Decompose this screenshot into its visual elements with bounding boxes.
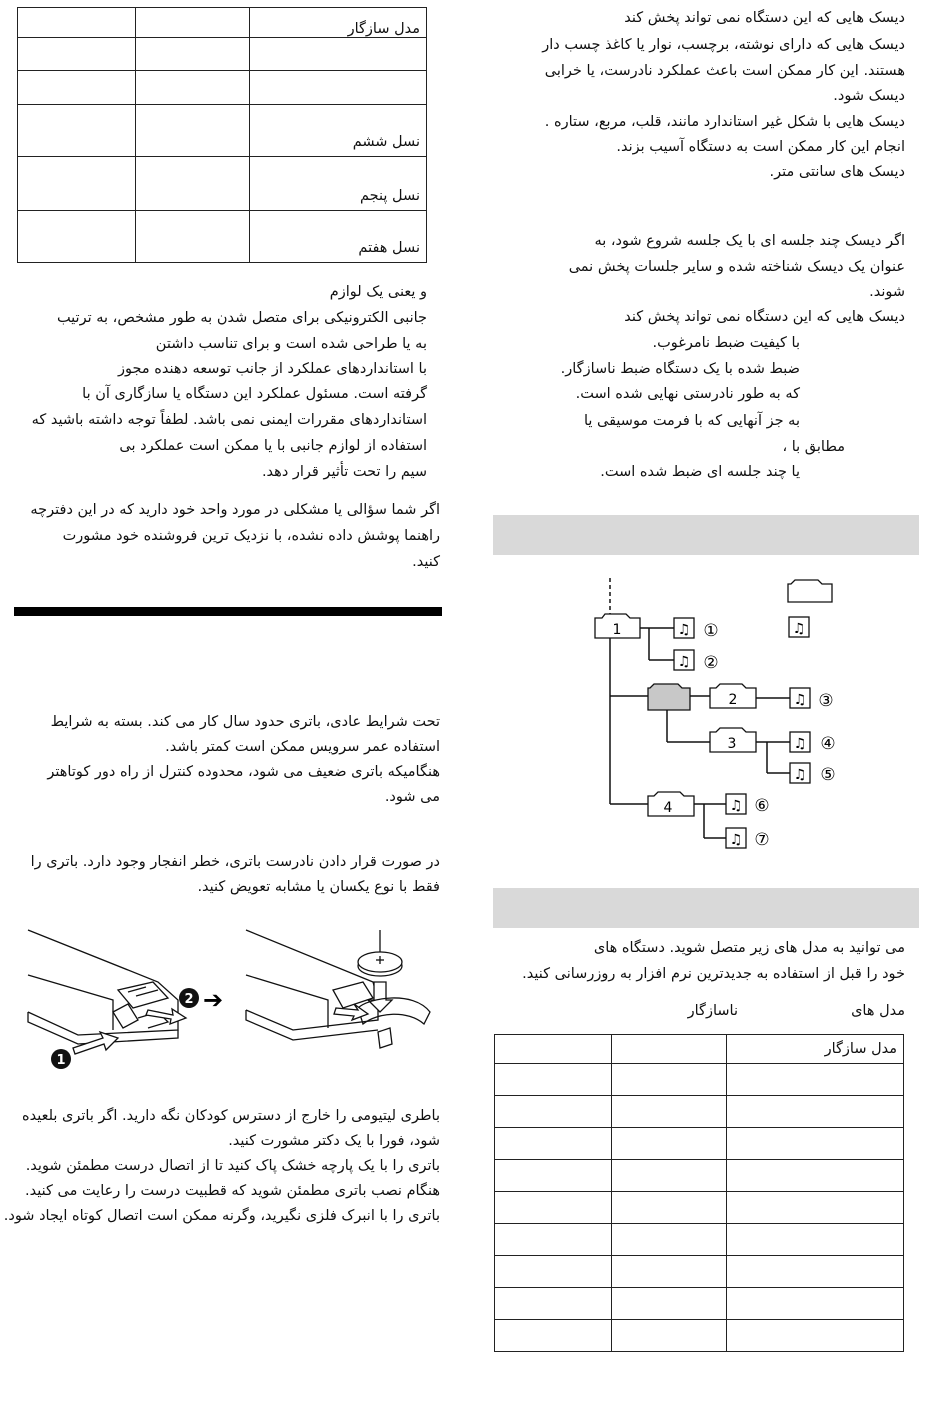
svg-text:♫: ♫ — [793, 736, 807, 752]
table-cell — [18, 8, 136, 38]
section-heading-bar — [493, 515, 919, 555]
file-number: ⑤ — [820, 765, 836, 785]
incompatible-models-label: ناسازگار — [687, 1003, 738, 1019]
file-number: ⑥ — [754, 796, 770, 816]
table-row-label: نسل هفتم — [250, 211, 427, 263]
folder-label: 4 — [663, 800, 673, 816]
file-number: ③ — [818, 691, 834, 711]
table-row-label: نسل ششم — [250, 105, 427, 157]
music-file-icon — [726, 794, 746, 814]
svg-text:♫: ♫ — [792, 621, 806, 637]
table-row-label — [250, 71, 427, 105]
compatible-models-table-left — [17, 7, 427, 263]
table-row-label — [250, 38, 427, 71]
folder-label: 2 — [728, 692, 738, 708]
file-legend-icon — [789, 617, 809, 637]
compatible-models-table-right — [494, 1034, 904, 1352]
file-number: ⑦ — [754, 830, 770, 850]
folder-3 — [710, 728, 756, 752]
svg-text:♫: ♫ — [793, 692, 807, 708]
svg-text:2: 2 — [184, 992, 194, 1007]
section-heading-bar — [493, 888, 919, 928]
folder-label: 3 — [727, 736, 737, 752]
battery-replacement-illustration — [18, 920, 443, 1080]
table-cell — [135, 8, 250, 38]
music-file-icon — [674, 650, 694, 670]
folder-4 — [648, 792, 694, 816]
svg-text:♫: ♫ — [677, 654, 691, 670]
file-number: ① — [703, 621, 719, 641]
folder-legend-icon — [788, 580, 832, 602]
music-file-icon — [726, 828, 746, 848]
music-file-icon — [790, 763, 810, 783]
folder-label: 1 — [612, 622, 622, 638]
table-header: مدل سازگار — [727, 1035, 904, 1064]
svg-text:♫: ♫ — [729, 798, 743, 814]
section-heading-bar — [14, 607, 442, 616]
folder-icon-gray — [648, 684, 690, 710]
pull-arrow — [146, 1009, 186, 1024]
music-file-icon — [790, 688, 810, 708]
table-header: مدل سازگار — [250, 8, 427, 38]
table-row-label: نسل پنجم — [250, 157, 427, 211]
svg-text:1: 1 — [56, 1053, 66, 1068]
music-file-icon — [790, 732, 810, 752]
svg-text:♫: ♫ — [677, 622, 691, 638]
file-number: ④ — [820, 734, 836, 754]
remote-control-icon — [28, 930, 178, 1044]
svg-text:♫: ♫ — [793, 767, 807, 783]
folder-1 — [595, 614, 640, 638]
folder-2 — [710, 684, 756, 708]
next-step-arrow-icon: ➔ — [203, 986, 224, 1014]
svg-text:♫: ♫ — [729, 832, 743, 848]
folder-structure-diagram — [590, 570, 850, 860]
coin-battery-icon — [334, 930, 430, 1048]
remote-control-icon — [246, 930, 378, 1040]
file-number: ② — [703, 653, 719, 673]
music-file-icon — [674, 618, 694, 638]
compatible-models-label: مدل های — [851, 1003, 905, 1019]
